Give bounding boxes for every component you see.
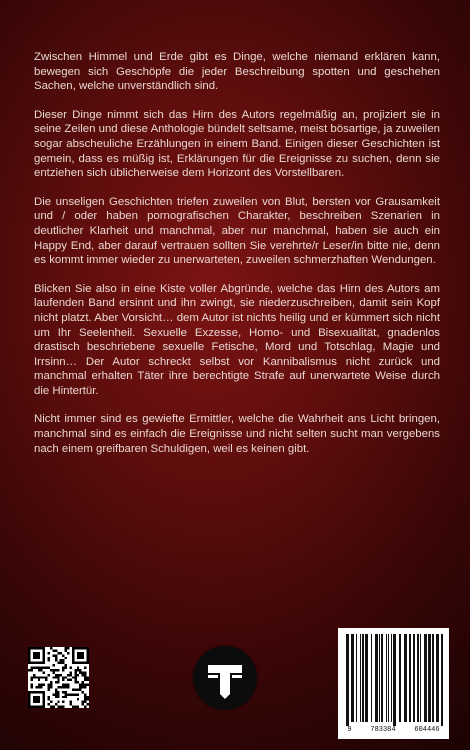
barcode-digit-prefix: 9 xyxy=(347,726,352,734)
qr-code-icon xyxy=(28,647,89,708)
blurb-paragraph-5: Nicht immer sind es gewiefte Ermittler, welche die Wahrheit ans Licht bringen, manchmal sind es einfach die Ereignisse und nicht selten sucht man vergebens nach einem greifbaren Schuldigen, weil es keinen gibt. xyxy=(34,413,440,455)
blurb-paragraph-2: Dieser Dinge nimmt sich das Hirn des Autors regelmäßig an, projiziert sie in seine Zeilen und diese Anthologie bündelt seltsame, meist bösartige, ja zuweilen sogar abscheuliche Erzählungen in einem Band. Einigen dieser Geschichten ist gemein, dass es müßig ist, Erklärungen für die Ereignisse zu suchen, denn sie entziehen sich üblicherweise dem Horizont des Vorstellbaren. xyxy=(34,108,440,180)
blurb-text xyxy=(34,50,440,456)
blurb-paragraph-4: Blicken Sie also in eine Kiste voller Abgründe, welche das Hirn des Autors am laufenden Band ersinnt und ihn zwingt, sie niederzuschreiben, damit sein Kopf nicht platzt. Aber Vorsicht… dem Autor ist nichts heilig und er kümmert sich nicht um Ihr Seelenheil. Sexuelle Exzesse, Homo- und Bisexualität, gnadenlos drastisch beschriebene sexuelle Fetische, Mord und Totschlag, Magie und Irrsinn… Der Autor schreckt selbst vor Kannibalismus nicht zurück und manchmal erhalten Täter ihre berechtigte Strafe auf unerwartete Weise durch die Hintertür. xyxy=(34,282,440,397)
barcode-digits-right: 604446 xyxy=(414,726,440,734)
publisher-logo-icon xyxy=(193,646,257,710)
barcode-digits xyxy=(338,726,449,734)
barcode-digits-left: 783384 xyxy=(370,726,396,734)
blurb-paragraph-1: Zwischen Himmel und Erde gibt es Dinge, welche niemand erklären kann, bewegen sich Geschöpfe die jeder Beschreibung spotten und geschehen Sachen, welche unverständlich sind. xyxy=(34,51,440,93)
blurb-paragraph-3: Die unseligen Geschichten triefen zuweilen von Blut, bersten vor Grausamkeit und / oder haben pornografischen Charakter, beschreiben Szenarien in deutlicher Klarheit und manchmal, aber nur manchmal, haben sie auch ein Happy End, aber darauf vertrauen sollten Sie verehrte/r Leser/in bitte nie, denn es kommt immer wieder zu unerwarteten, zuweilen schmerzhaften Wendungen. xyxy=(34,195,440,267)
isbn-barcode-icon xyxy=(338,628,449,739)
